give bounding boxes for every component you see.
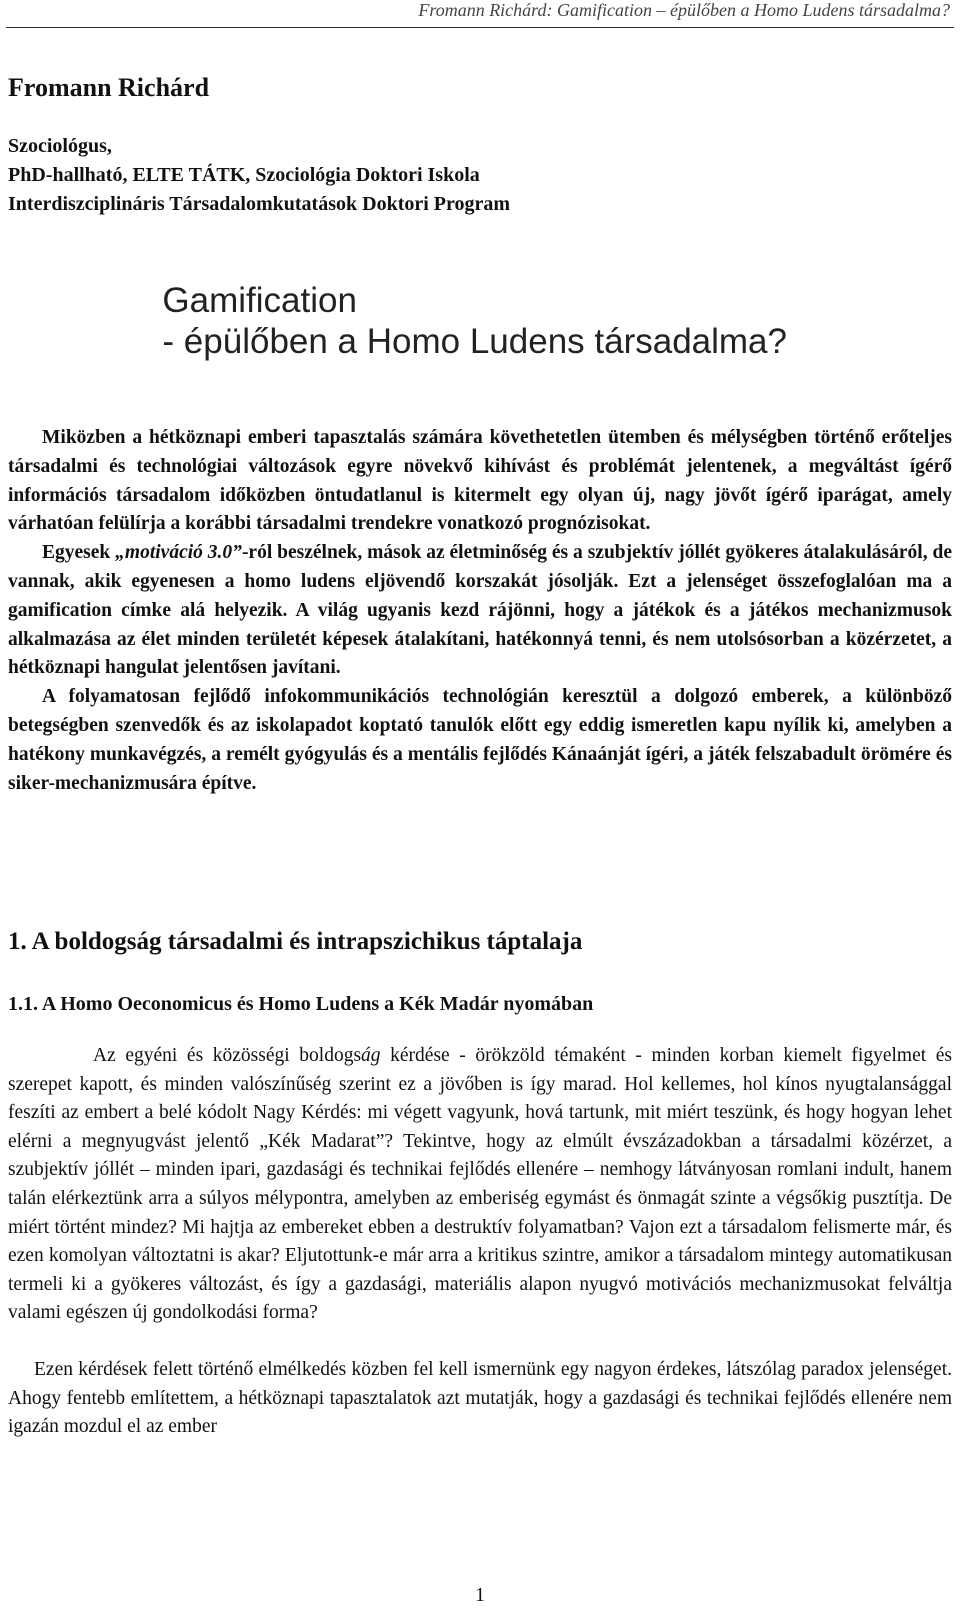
section-heading: 1. A boldogság társadalmi és intrapszichikus táptalaja [8,928,583,955]
abstract-text: Egyesek [42,542,116,564]
affiliation-line: PhD-hallható, ELTE TÁTK, Szociológia Doktori Iskola [8,164,480,186]
body-text-run: Az egyéni és közösségi boldogs [93,1045,362,1066]
affiliation-line: Szociológus, [8,135,112,157]
header-divider [6,27,954,28]
body-paragraph [8,1042,952,1328]
title-line-1: Gamification [162,281,357,320]
body-paragraph: Ezen kérdések felett történő elmélkedés közben fel kell ismernünk egy nagyon érdekes, látszólag paradox jelenséget. Ahogy fentebb említettem, a hétköznapi tapasztalatok azt mutatják, hogy a gazdasági és technikai fejlődés ellenére nem igazán mozdul el az ember [8,1358,952,1438]
abstract-text: -ról beszélnek, mások az életminőség és a szubjektív jóllét gyökeres átalakulásáról, de vannak, akik egyenesen a homo ludens eljövendő korszakát jósolják. Ezt a jelenséget összefoglalóan ma a gamification címke alá helyezik. A világ ugyanis kezd rájönni, hogy a játékok és a játékos mechanizmusok alkalmazása az élet minden területét képesek átalakítani, hatékonnyá tenni, és nem utolsósorban a közérzetet, a hétköznapi hangulat jelentősen javítani. [8,542,953,679]
abstract-paragraph: Miközben a hétköznapi emberi tapasztalás számára követhetetlen ütemben és mélységben történő erőteljes társadalmi és technológiai változások egyre növekvő kihívást és problémát jelentenek, a megváltást ígérő információs társadalom időközben öntudatlanul is kitermelt egy olyan új, nagy jövőt ígérő iparágat, amely várhatóan felülírja a korábbi társadalmi trendekre vonatkozó prognózisokat. [8,427,952,535]
abstract-paragraph: A folyamatosan fejlődő infokommunikációs technológián keresztül a dolgozó emberek, a különböző betegségben szenvedők és az iskolapadot koptató tanulók előtt egy eddig ismeretlen kapu nyílik ki, amelyben a hatékony munkavégzés, a remélt gyógyulás és a mentális fejlődés Kánaánját ígéri, a játék felszabadult örömére és siker-mechanizmusára építve. [8,686,952,794]
author-affiliation [8,132,510,219]
title-line-2: - épülőben a Homo Ludens társadalma? [162,322,787,361]
page-number: 1 [475,1584,485,1606]
affiliation-line: Interdiszciplináris Társadalomkutatások Doktori Program [8,193,511,215]
running-header: Fromann Richárd: Gamification – épülőben a Homo Ludens társadalma? [418,0,950,20]
abstract [8,424,952,798]
body-text-run: kérdése - örökzöld témaként - minden korban kiemelt figyelmet és szerepet kapott, és minden valószínűség szerint ez a jövőben is így marad. Hol kellemes, hol kínos nyugtalansággal feszíti az embert a belé kódolt Nagy Kérdés: mi végett vagyunk, hová tartunk, mit miért teszünk, és hogy hogyan lehet elérni a megnyugvást jelentő „Kék Madarat”? Tekintve, hogy az elmúlt évszázadokban a társadalmi közérzet, a szubjektív jóllét – minden ipari, gazdasági és technikai fejlődés ellenére – nemhogy látványosan romlani indult, hanem talán elérkeztünk arra a súlyos mélypontra, amelyben az emberiség egymást és önmagát szinte a végsőkig pusztítja. De miért történt mindez? Mi hajtja az embereket ebben a destruktív folyamatban? Vajon ezt a társadalom felismerte már, és ezen komolyan változtatni is akar? Eljutottunk-e már arra a kritikus szintre, amikor a társadalom mintegy automatikusan termeli ki a gyökeres változást, és így a gazdasági, materiális alapon nyugvó motivációs mechanizmusokat felváltja valami egészen új gondolkodási forma? [8,1045,952,1324]
body-text [8,1042,952,1442]
author-name: Fromann Richárd [8,73,210,102]
abstract-emphasis: „motiváció 3.0” [115,542,242,564]
paper-title [162,280,787,362]
subsection-heading: 1.1. A Homo Oeconomicus és Homo Ludens a Kék Madár nyomában [8,993,594,1015]
abstract-paragraph [8,539,952,683]
body-emphasis: ág [361,1045,381,1066]
